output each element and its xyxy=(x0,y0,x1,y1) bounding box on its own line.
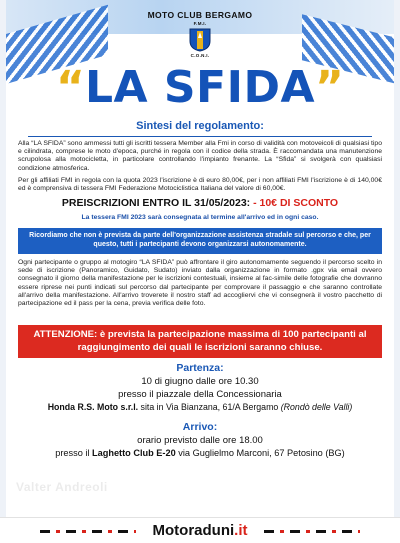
footer-dashes-right xyxy=(264,530,360,533)
coni-label: C.O.N.I. xyxy=(190,53,210,58)
attention-box: ATTENZIONE: è prevista la partecipazione massima di 100 partecipanti al raggiungimento dei quali le iscrizioni saranno chiuse. xyxy=(18,325,382,358)
rules-paragraph-1: Alla “LA SFIDA” sono ammessi tutti gli iscritti tessera Member alla Fmi in corso di validità con motoveicoli di qualsiasi tipo e cilindrata, comprese le moto d'epoca, purché in regola con il codice della strada. È raccomandata una manutenzione scrupolosa alla motocicletta, in particolare controllando l'impianto frenante. La “Sfida” si svolgerà con qualsiasi condizione atmosferica. xyxy=(18,140,382,172)
fmi-label: F.M.I. xyxy=(193,21,207,26)
brand-name: Motoraduni xyxy=(152,522,235,539)
shield-icon xyxy=(189,28,211,52)
arrival-address: via Guglielmo Marconi, 67 Petosino (BG) xyxy=(175,448,345,458)
departure-heading: Partenza: xyxy=(176,362,224,374)
subtitle-divider xyxy=(28,136,372,137)
title-text: LA SFIDA xyxy=(84,62,316,113)
rules-paragraph-2: Per gli affiliati FMI in regola con la quota 2023 l'iscrizione è di euro 80,00€, per i non affiliati FMI l'iscrizione è di 140,00€ ed è comprensiva di tessera FMI Federazione Motociclistica Italiana del valore di 60,00€. xyxy=(18,177,382,193)
dealer-name: Honda R.S. Moto s.r.l. xyxy=(47,402,139,412)
assistance-notice-box: Ricordiamo che non è prevista da parte dell'organizzazione assistenza stradale sul percorso e che, per questo, tutti i partecipanti devono organizzarsi autonomamente. xyxy=(18,228,382,254)
arrival-heading: Arrivo: xyxy=(182,421,218,433)
dealer-address: sita in Via Bianzana, 61/A Bergamo xyxy=(138,402,281,412)
departure-place: presso il piazzale della Concessionaria xyxy=(118,389,282,400)
club-name: MOTO CLUB BERGAMO xyxy=(147,10,253,20)
arrival-prefix: presso il xyxy=(55,448,92,458)
preregistration-line xyxy=(6,197,394,209)
departure-address xyxy=(6,402,394,412)
rules-subtitle: Sintesi del regolamento: xyxy=(136,120,264,132)
dealer-landmark: (Rondò delle Valli) xyxy=(280,402,353,412)
discount-text: - 10€ DI SCONTO xyxy=(253,197,339,209)
title-quote-close: ” xyxy=(315,62,344,113)
arrival-venue: Laghetto Club E-20 xyxy=(92,448,176,458)
arrival-time: orario previsto dalle ore 18.00 xyxy=(137,435,263,446)
title-quote-open: “ xyxy=(56,62,85,113)
poster-title xyxy=(6,62,394,113)
photographer-watermark: Valter Andreoli xyxy=(16,480,108,494)
departure-date: 10 di giugno dalle ore 10.30 xyxy=(141,376,259,387)
rules-paragraph-3: Ogni partecipante o gruppo al motogiro “LA SFIDA” può affrontare il giro autonomamente seguendo il percorso scelto in sede di iscrizione (Panoramico, Guidato, Sudato) inviato dalla organizzazione in formato .gpx via email ovvero consegnato il giorno della manifestazione per le iscrizioni contestuali, insieme al fac-simile delle fotografie che dovranno essere riprese nei punti indicati sul percorso dal partecipante per comprovare il passaggio e che saranno controllate all'arrivo della manifestazione. All'arrivo troverete il nostro staff ad accogliervi che vi consegnerà il vostro pacchetto di partecipazione ed il pass per la cena, previa verifica delle foto. xyxy=(18,259,382,308)
brand-tld: .it xyxy=(234,522,248,539)
preregistration-text: PREISCRIZIONI ENTRO IL 31/05/2023: xyxy=(61,197,254,209)
event-poster xyxy=(6,0,394,518)
card-delivery-note: La tessera FMI 2023 sarà consegnata al termine all'arrivo ed in ogni caso. xyxy=(81,214,319,221)
site-footer xyxy=(0,517,400,543)
arrival-place xyxy=(6,448,394,458)
club-logo xyxy=(6,10,394,58)
